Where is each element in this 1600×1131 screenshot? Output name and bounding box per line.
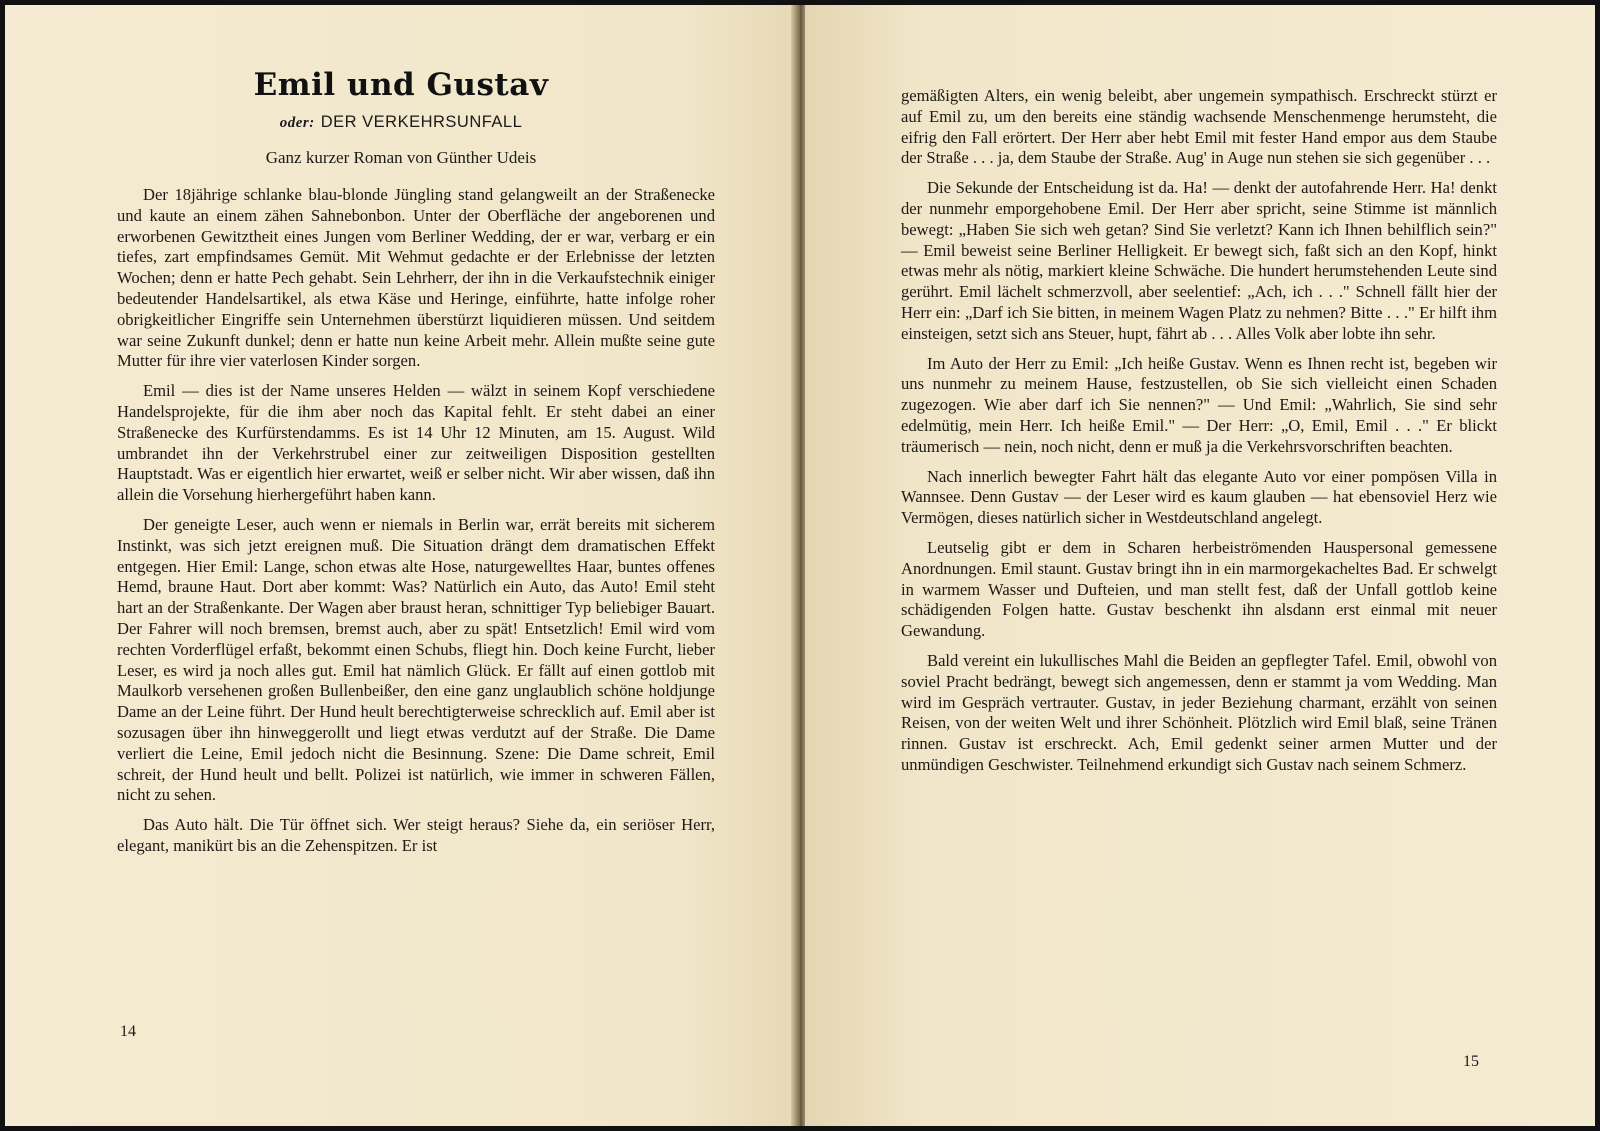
paragraph: Nach innerlich bewegter Fahrt hält das elegante Auto vor einer pompösen Villa in Wannsee. Denn Gustav — der Leser wird es kaum glauben — hat ebensoviel Herz wie Vermögen, dieses natürlich sicher in Westdeutschland angelegt. (901, 466, 1497, 528)
paragraph: Das Auto hält. Die Tür öffnet sich. Wer steigt heraus? Siehe da, ein seriöser Herr, elegant, manikürt bis an die Zehenspitzen. Er ist (117, 815, 715, 855)
story-subtitle (5, 113, 797, 132)
left-page (5, 5, 797, 1126)
page-number-right: 15 (1463, 1053, 1479, 1070)
left-text-column (117, 185, 715, 866)
page-number-left: 14 (120, 1023, 136, 1040)
paragraph: Der geneigte Leser, auch wenn er niemals in Berlin war, errät bereits mit sicherem Instinkt, was sich jetzt ereignen muß. Die Situation drängt dem dramatischen Effekt entgegen. Hier Emil: Lange, schon etwas alte Hose, naturgewelltes Haar, buntes offenes Hemd, braune Haut. Dort aber kommt: Was? Natürlich ein Auto, das Auto! Emil steht hart an der Straßenkante. Der Wagen aber braust heran, schnittiger Typ beliebiger Bauart. Der Fahrer will noch bremsen, bremst auch, aber zu spät! Entsetzlich! Emil wird vom rechten Vorderflügel erfaßt, bekommt einen Schubs, fliegt hin. Doch keine Furcht, lieber Leser, es wird ja noch alles gut. Emil hat nämlich Glück. Er fällt auf einen gottlob mit Maulkorb versehenen großen Bullenbeißer, den eine ganz unglaublich schöne holdjunge Dame an der Leine führt. Der Hund heult berechtigterweise schrecklich auf. Emil aber ist sozusagen über ihn hinweggerollt und liegt etwas verdutzt auf der Straße. Die Dame verliert die Leine, Emil jedoch nicht die Besinnung. Szene: Die Dame schreit, Emil schreit, der Hund heult und bellt. Polizei ist natürlich, wie immer in schweren Fällen, nicht zu sehen. (117, 514, 715, 805)
paragraph: Der 18jährige schlanke blau-blonde Jüngling stand gelangweilt an der Straßenecke und kaute an einem zähen Sahnebonbon. Unter der Oberfläche der angeborenen und erworbenen Gewitztheit eines Jungen vom Berliner Wedding, der er war, verbarg er ein tiefes, zart empfindsames Gemüt. Mit Wehmut gedachte er der Erlebnisse der letzten Wochen; denn er hatte Pech gehabt. Sein Lehrherr, der ihn in die Verkaufstechnik einiger bedeutender Handelsartikel, als etwa Käse und Heringe, einführte, hatte infolge roher obrigkeitlicher Eingriffe sein Unternehmen überstürzt liquidieren müssen. Und seitdem war seine Zukunft dunkel; denn er hatte nun keine Arbeit mehr. Allein mußte seine gute Mutter für ihre vier vaterlosen Kinder sorgen. (117, 185, 715, 371)
paragraph: Bald vereint ein lukullisches Mahl die Beiden an gepflegter Tafel. Emil, obwohl von soviel Pracht bedrängt, bewegt sich angemessen, denn er stammt ja vom Wedding. Man wird im Gespräch vertrauter. Gustav, in jeder Beziehung charmant, erzählt von seinen Reisen, von der weiten Welt und ihrer Schönheit. Plötzlich wird Emil blaß, seine Tränen rinnen. Gustav ist erschreckt. Ach, Emil gedenkt seiner armen Mutter und der unmündigen Geschwister. Teilnehmend erkundigt sich Gustav nach seinem Schmerz. (901, 650, 1497, 774)
right-page (805, 5, 1595, 1126)
story-title: Emil und Gustav (253, 67, 549, 103)
subtitle-text: DER VERKEHRSUNFALL (320, 113, 523, 131)
byline: Ganz kurzer Roman von Günther Udeis (265, 148, 537, 167)
paragraph: Leutselig gibt er dem in Scharen herbeiströmenden Hauspersonal gemessene Anordnungen. Emil staunt. Gustav bringt ihn in ein marmorgekacheltes Bad. Er schwelgt in warmem Wasser und Dufteien, und man stellt fest, daß der Unfall gottlob keine schädigenden Folgen hatte. Gustav beschenkt ihn alsdann erst einmal mit neuer Gewandung. (901, 537, 1497, 641)
paragraph: Im Auto der Herr zu Emil: „Ich heiße Gustav. Wenn es Ihnen recht ist, begeben wir uns nunmehr zu meinem Hause, festzustellen, ob Sie sich vielleicht einen Schaden zugezogen. Wie aber darf ich Sie nennen?" — Und Emil: „Wahrlich, Sie sind sehr edelmütig, mein Herr. Ich heiße Emil." — Der Herr: „O, Emil, Emil . . ." Er blickt träumerisch — nein, noch nicht, denn er muß ja die Verkehrsvorschriften beachten. (901, 353, 1497, 456)
subtitle-prefix: oder: (279, 115, 315, 131)
right-text-column (901, 86, 1497, 785)
paragraph: Emil — dies ist der Name unseres Helden — wälzt in seinem Kopf verschiedene Handelsprojekte, für die ihm aber noch das Kapital fehlt. Er steht dabei an einer Straßenecke des Kurfürstendamms. Es ist 14 Uhr 12 Minuten, am 15. August. Wild umbrandet ihn der Verkehrstrubel einer zur zeitweiligen Disposition gestellten Hauptstadt. Was er eigentlich hier erwartet, weiß er selber nicht. Wir aber wissen, daß ihn allein die Vorsehung hierhergeführt haben kann. (117, 381, 715, 505)
paragraph-continuation: gemäßigten Alters, ein wenig beleibt, aber ungemein sympathisch. Erschreckt stürzt er auf Emil zu, um den bereits eine ständig wachsende Menschenmenge herumsteht, die eifrig den Fall erörtert. Der Herr aber hebt Emil mit fester Hand empor aus dem Staube der Straße . . . ja, dem Staube der Straße. Aug' in Auge nun stehen sie sich gegenüber . . . (901, 86, 1497, 168)
paragraph: Die Sekunde der Entscheidung ist da. Ha! — denkt der autofahrende Herr. Ha! denkt der nunmehr emporgehobene Emil. Der Herr aber spricht, seine Stimme ist männlich bewegt: „Haben Sie sich weh getan? Sind Sie verletzt? Kann ich Ihnen behilflich sein?" — Emil beweist seine Berliner Helligkeit. Er bewegt sich, faßt sich an den Kopf, hinkt etwas mehr als nötig, markiert kleine Schwäche. Die hundert herumstehenden Leute sind gerührt. Emil lächelt schmerzvoll, aber seelentief: „Ach, ich . . ." Schnell fällt hier der Herr ein: „Darf ich Sie bitten, in meinem Wagen Platz zu nehmen? Bitte . . ." Er hilft ihm einsteigen, setzt sich ans Steuer, hupt, fährt ab . . . Alles Volk aber lobte ihn sehr. (901, 178, 1497, 343)
